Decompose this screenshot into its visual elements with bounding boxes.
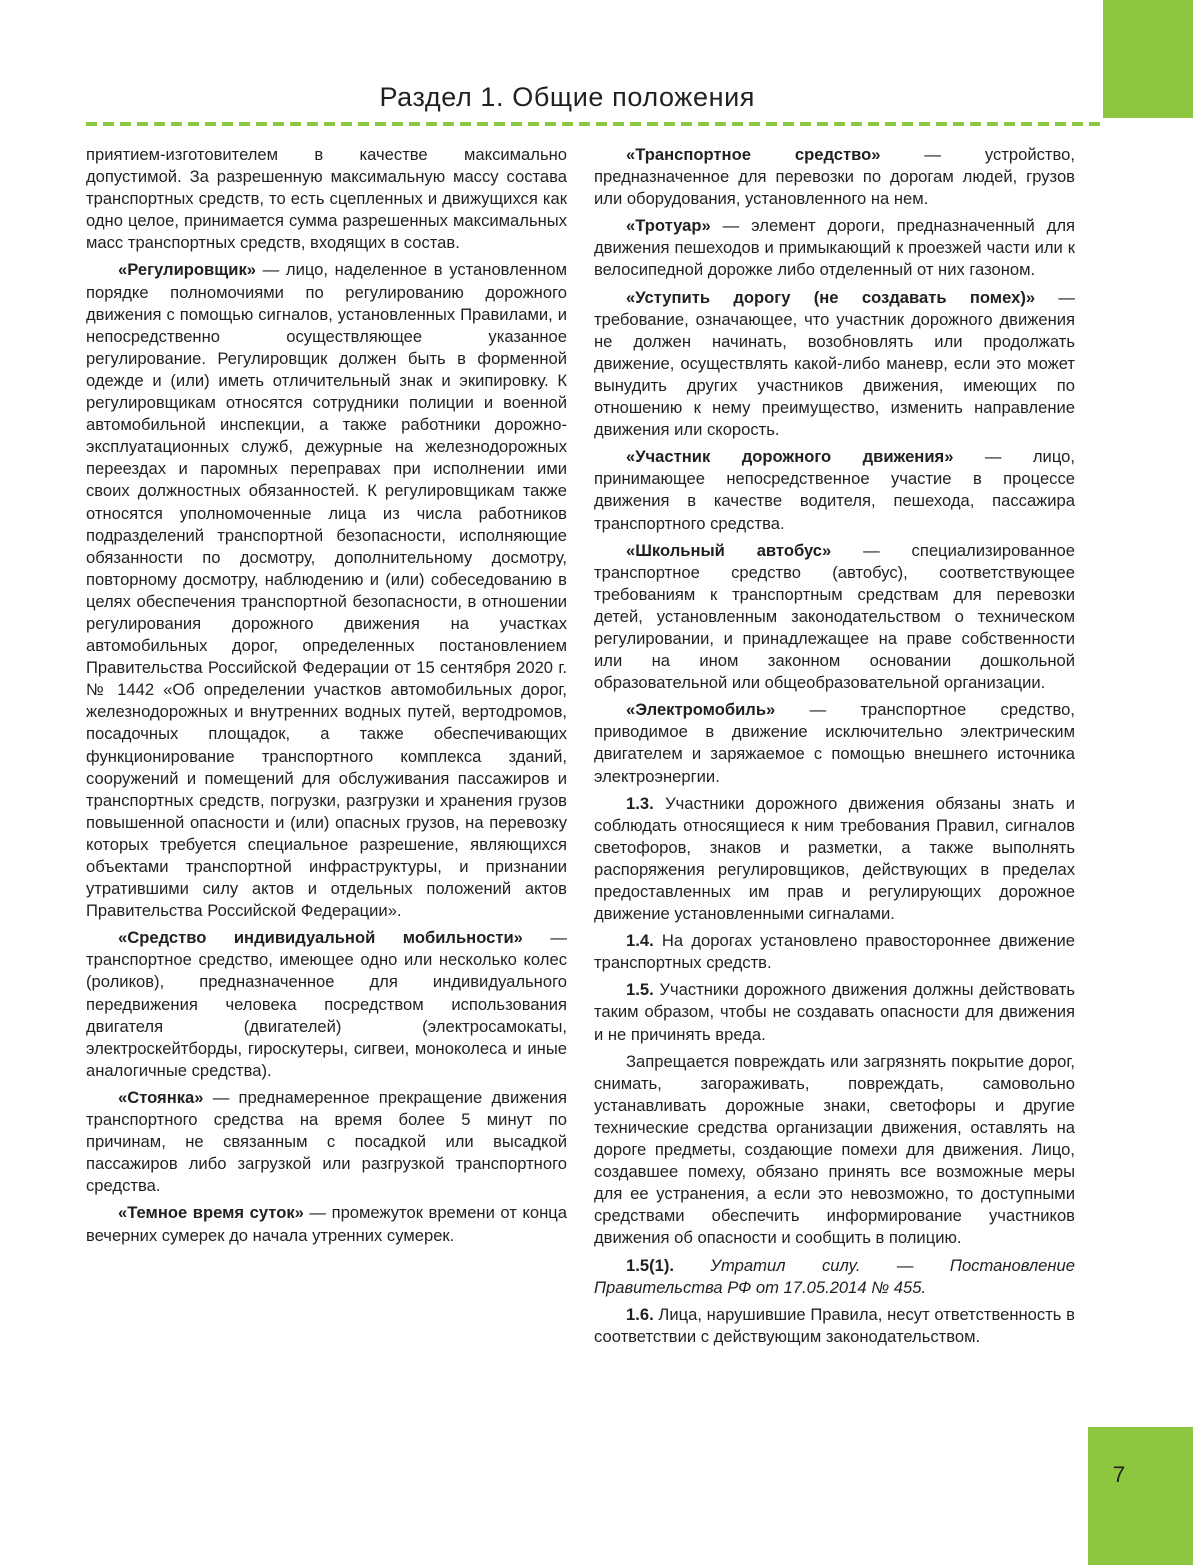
definition-elektromobil bbox=[594, 699, 1075, 787]
corner-tab-bottom bbox=[1088, 1427, 1193, 1565]
left-column bbox=[86, 144, 567, 1247]
header-divider bbox=[86, 122, 1103, 126]
clause-1-3 bbox=[594, 793, 1075, 926]
clause-1-6 bbox=[594, 1304, 1075, 1348]
term: «Темное время суток» bbox=[118, 1203, 304, 1223]
definition-text: — транспортное средство, приводимое в движение исключительно электрическим двигателем и заряжаемое с помощью внешнего источника электроэнергии. bbox=[594, 700, 1075, 786]
corner-tab-top bbox=[1103, 0, 1193, 118]
clause-text: Лица, нарушившие Правила, несут ответственность в соответствии с действующим законодательством. bbox=[594, 1304, 1075, 1346]
clause-1-5 bbox=[594, 979, 1075, 1045]
definition-text: — преднамеренное прекращение движения транспортного средства на время более 5 минут по причинам, не связанным с посадкой или высадкой пассажиров либо загрузкой или разгрузкой транспортного средства. bbox=[86, 1087, 567, 1196]
paragraph-continuation: приятием-изготовителем в качестве максимально допустимой. За разрешенную максимальную массу состава транспортных средств, то есть сцепленных и движущихся как одно целое, принимается сумма разрешенных максимальных масс транспортных средств, входящих в состав. bbox=[86, 145, 567, 253]
definition-text: — лицо, принимающее непосредственное участие в процессе движения в качестве водителя, пешехода, пассажира транспортного средства. bbox=[594, 447, 1075, 533]
clause-number: 1.5. bbox=[626, 980, 654, 1000]
clause-number: 1.3. bbox=[626, 793, 654, 813]
clause-text: Участники дорожного движения должны действовать таким образом, чтобы не создавать опасности для движения и не причинять вреда. bbox=[594, 980, 1075, 1044]
term: «Тротуар» bbox=[626, 216, 711, 236]
definition-transportnoe-sredstvo bbox=[594, 144, 1075, 210]
page-number: 7 bbox=[1112, 1462, 1126, 1487]
right-column bbox=[594, 144, 1075, 1348]
term: «Школьный автобус» bbox=[626, 540, 832, 560]
term: «Транспортное средство» bbox=[626, 145, 881, 164]
definition-text: — специализированное транспортное средство (автобус), соответствующее требованиям к транспортным средствам для перевозки детей, установленным законодательством о техническом регулировании, и принадлежащее на праве собственности или на ином законном основании дошкольной образовательной или общеобразовательной организации. bbox=[594, 540, 1075, 693]
term: «Средство индивидуальной мобильности» bbox=[118, 928, 523, 948]
definition-sredstvo-mobilnosti bbox=[86, 927, 567, 1082]
clause-number: 1.4. bbox=[626, 931, 654, 951]
clause-1-4 bbox=[594, 930, 1075, 974]
term: «Стоянка» bbox=[118, 1087, 204, 1107]
clause-text: На дорогах установлено правостороннее движение транспортных средств. bbox=[594, 931, 1075, 973]
definition-text: — лицо, наделенное в установленном порядке полномочиями по регулированию дорожного движения с помощью сигналов, установленных Правилами, и непосредственно осуществляющее указанное регулирование. Регулировщик должен быть в форменной одежде и (или) иметь отличительный знак и экипировку. К регулировщикам относятся сотрудники полиции и военной автомобильной инспекции, а также работники дорожно-эксплуатационных служб, дежурные на железнодорожных переездах и паромных переправах при исполнении ими своих должностных обязанностей. К регулировщикам также относятся уполномоченные лица из числа работников подразделений транспортной безопасности, исполняющие обязанности по досмотру, дополнительному досмотру, повторному досмотру, наблюдению и (или) собеседованию в целях обеспечения транспортной безопасности, в отношении регулирования дорожного движения на участках автомобильных дорог, определенных постановлением Правительства Российской Федерации от 15 сентября 2020 г. № 1442 «Об определении участков автомобильных дорог, железнодорожных и внутренних водных путей, вертодромов, посадочных площадок, а также обеспечивающих функционирование транспортного комплекса зданий, сооружений и помещений для обслуживания пассажиров и транспортных средств, погрузки, разгрузки и хранения грузов повышенной опасности и (или) опасных грузов, на перевозку которых требуется специальное разрешение, являющихся объектами транспортной инфраструктуры, и признании утратившими силу актов и отдельных положений актов Правительства Российской Федерации». bbox=[86, 260, 567, 921]
term: «Электромобиль» bbox=[626, 700, 776, 720]
definition-text: — промежуток времени от конца вечерних сумерек до начала утренних сумерек. bbox=[86, 1203, 567, 1245]
clause-1-5-continuation: Запрещается повреждать или загрязнять покрытие дорог, снимать, загораживать, повреждать, самовольно устанавливать дорожные знаки, светофоры и другие технические средства организации движения, оставлять на дороге предметы, создающие помехи для движения. Лицо, создавшее помеху, обязано принять все возможные меры для ее устранения, а если это невозможно, то доступными средствами обеспечить информирование участников движения об опасности и сообщить в полицию. bbox=[594, 1051, 1075, 1248]
definition-temnoe-vremya bbox=[86, 1202, 567, 1246]
clause-number: 1.6. bbox=[626, 1304, 654, 1324]
definition-text: — транспортное средство, имеющее одно или несколько колес (роликов), предназначенное для индивидуального передвижения человека посредством использования двигателя (двигателей) (электросамокаты, электроскейтборды, гироскутеры, сигвеи, моноколеса и иные аналогичные средства). bbox=[86, 928, 567, 1080]
definition-regulirovshchik bbox=[86, 259, 567, 922]
term: «Участник дорожного движения» bbox=[626, 447, 954, 467]
clause-number: 1.5(1). bbox=[626, 1255, 674, 1275]
clause-1-5-1 bbox=[594, 1255, 1075, 1299]
term: «Уступить дорогу (не создавать помех)» bbox=[626, 287, 1036, 307]
definition-trotuar bbox=[594, 215, 1075, 281]
definition-text: — элемент дороги, предназначенный для движения пешеходов и примыкающий к проезжей части или к велосипедной дорожке либо отделенный от них газоном. bbox=[594, 216, 1075, 280]
clause-text: Участники дорожного движения обязаны знать и соблюдать относящиеся к ним требования Правил, сигналов светофоров, знаков и разметки, а также выполнять распоряжения регулировщиков, действующих в пределах предоставленных им прав и регулирующих дорожное движение установленными сигналами. bbox=[594, 793, 1075, 924]
definition-ustupit-dorogu bbox=[594, 287, 1075, 442]
definition-uchastnik bbox=[594, 446, 1075, 534]
definition-shkolny-avtobus bbox=[594, 540, 1075, 695]
definition-text: — устройство, предназначенное для перевозки по дорогам людей, грузов или оборудования, установленного на нем. bbox=[594, 145, 1075, 209]
term: «Регулировщик» bbox=[118, 260, 256, 280]
clause-text: Утратил силу. — Постановление Правительства РФ от 17.05.2014 № 455. bbox=[594, 1255, 1075, 1297]
section-title: Раздел 1. Общие положения bbox=[379, 82, 755, 112]
definition-text: — требование, означающее, что участник дорожного движения не должен начинать, возобновлять или продолжать движение, осуществлять какой-либо маневр, если это может вынудить других участников движения, имеющих по отношению к нему преимущество, изменить направление движения или скорость. bbox=[594, 287, 1075, 440]
definition-stoyanka bbox=[86, 1087, 567, 1197]
